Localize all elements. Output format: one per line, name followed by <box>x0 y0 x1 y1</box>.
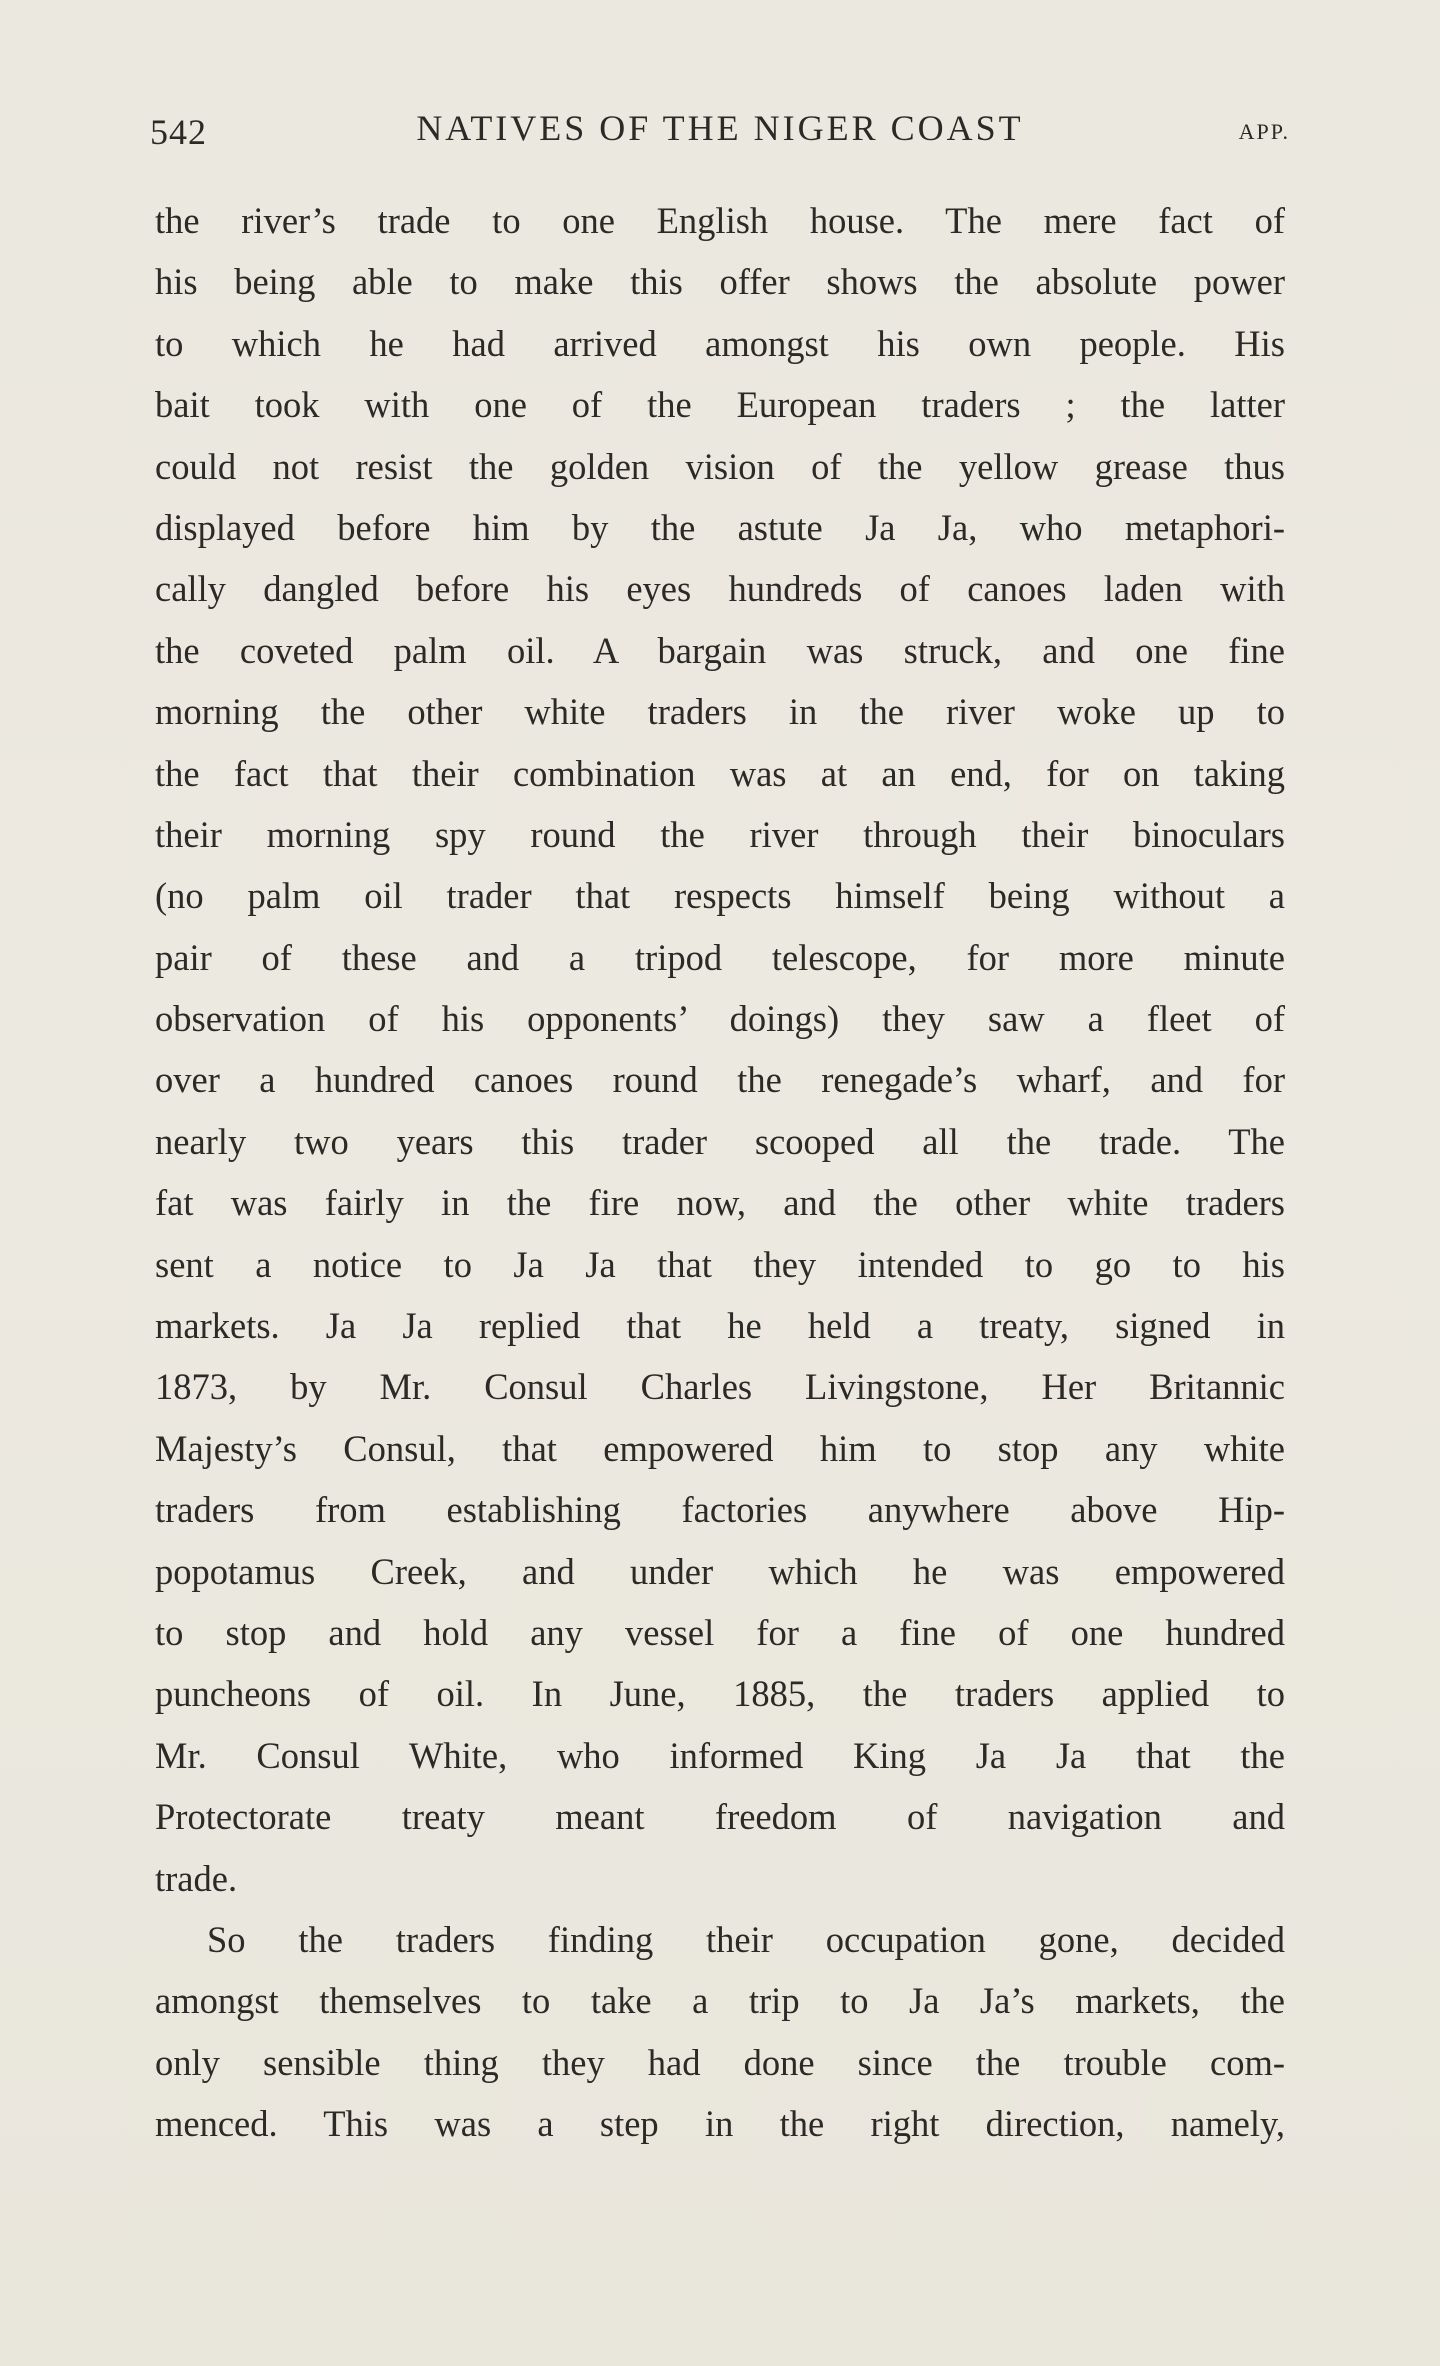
text-line: pair of these and a tripod telescope, for more minute <box>155 936 1285 978</box>
text-line: the coveted palm oil. A bargain was struck, and one fine <box>155 629 1285 671</box>
text-line: Protectorate treaty meant freedom of navigation and <box>155 1796 1285 1838</box>
page-number: 542 <box>150 112 207 152</box>
text-line: Mr. Consul White, who informed King Ja Ja that the <box>155 1734 1285 1776</box>
page-header <box>150 105 1290 161</box>
text-line: could not resist the golden vision of the yellow grease thus <box>155 445 1285 487</box>
paragraph-start-line: So the traders finding their occupation gone, decided <box>207 1918 1285 1960</box>
text-line: the fact that their combination was at an end, for on taking <box>155 752 1285 794</box>
text-line: Majesty’s Consul, that empowered him to stop any white <box>155 1427 1285 1469</box>
text-line: puncheons of oil. In June, 1885, the traders applied to <box>155 1673 1285 1715</box>
paragraph-end-line: trade. <box>155 1857 238 1899</box>
text-line: to which he had arrived amongst his own people. His <box>155 322 1285 364</box>
text-line: cally dangled before his eyes hundreds of canoes laden with <box>155 568 1285 610</box>
text-line: (no palm oil trader that respects himself being without a <box>155 875 1285 917</box>
text-line: his being able to make this offer shows the absolute power <box>155 261 1285 303</box>
text-line: displayed before him by the astute Ja Ja, who metaphori- <box>155 506 1285 548</box>
text-line: over a hundred canoes round the renegade’s wharf, and for <box>155 1059 1285 1101</box>
running-title: NATIVES OF THE NIGER COAST <box>416 108 1024 148</box>
text-line: observation of his opponents’ doings) they saw a fleet of <box>155 998 1285 1040</box>
text-line: sent a notice to Ja Ja that they intended to go to his <box>155 1243 1285 1285</box>
text-line: markets. Ja Ja replied that he held a treaty, signed in <box>155 1305 1285 1347</box>
text-line: fat was fairly in the fire now, and the other white traders <box>155 1182 1285 1224</box>
text-line: nearly two years this trader scooped all the trade. The <box>155 1120 1285 1162</box>
text-line: 1873, by Mr. Consul Charles Livingstone, Her Britannic <box>155 1366 1285 1408</box>
text-line: the river’s trade to one English house. The mere fact of <box>155 200 1285 241</box>
text-line: amongst themselves to take a trip to Ja Ja’s markets, the <box>155 1980 1285 2022</box>
text-line: their morning spy round the river through their binoculars <box>155 813 1285 855</box>
text-line: popotamus Creek, and under which he was empowered <box>155 1550 1285 1592</box>
text-line: bait took with one of the European traders ; the latter <box>155 384 1285 426</box>
body-text <box>155 190 1285 2155</box>
section-mark: APP. <box>1238 119 1290 144</box>
text-line: to stop and hold any vessel for a fine of one hundred <box>155 1611 1285 1653</box>
text-line: traders from establishing factories anywhere above Hip- <box>155 1489 1285 1531</box>
text-line: menced. This was a step in the right direction, namely, <box>155 2103 1285 2145</box>
text-line: morning the other white traders in the river woke up to <box>155 691 1285 733</box>
text-line: only sensible thing they had done since the trouble com- <box>155 2041 1285 2083</box>
